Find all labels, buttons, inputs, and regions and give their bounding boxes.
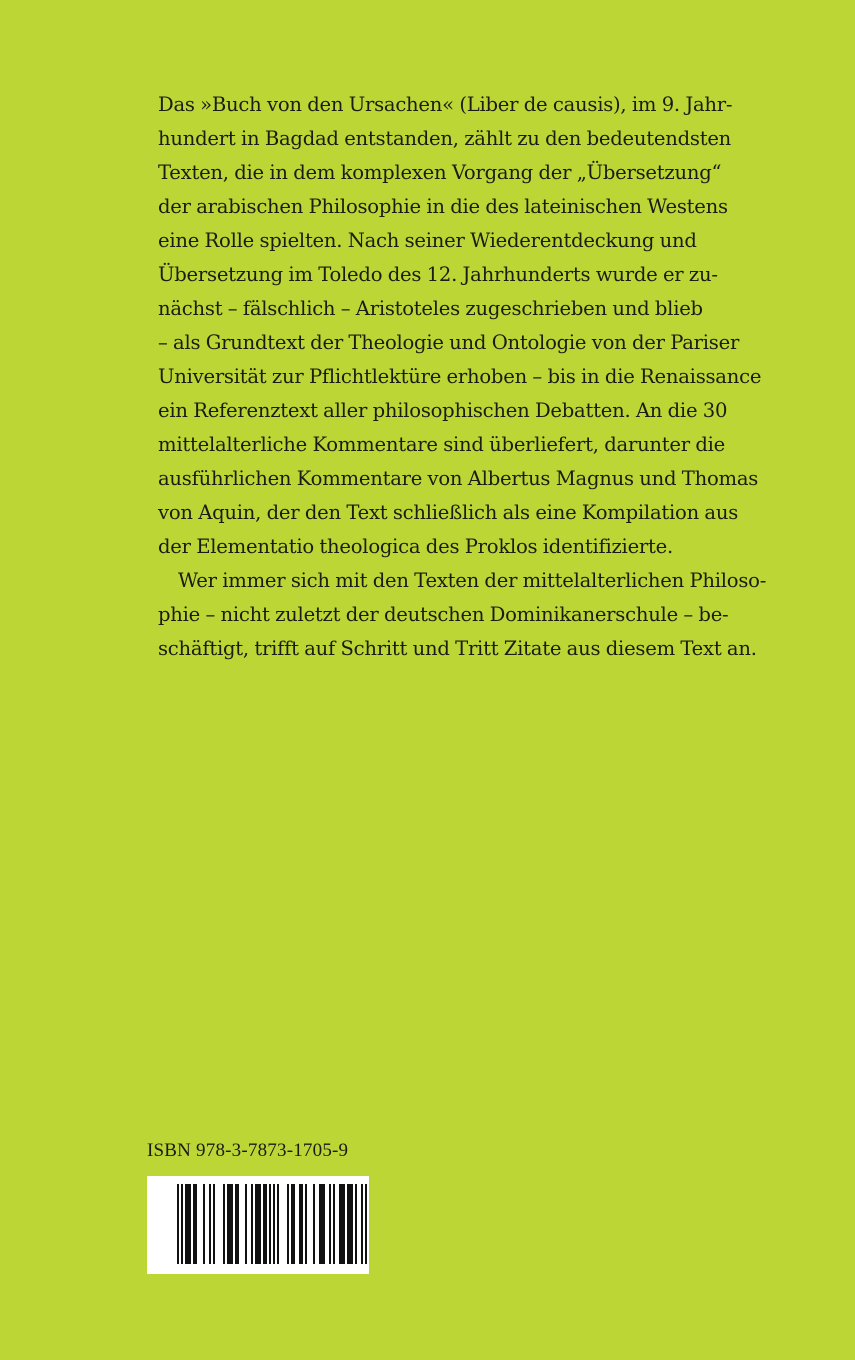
text-line: Texten, die in dem komplexen Vorgang der „Übersetzung“ — [158, 161, 722, 184]
barcode-bar — [193, 1184, 195, 1264]
barcode-bar — [347, 1184, 349, 1264]
text-line: phie – nicht zuletzt der deutschen Dominikanerschule – be- — [158, 603, 729, 626]
barcode-bar — [227, 1184, 229, 1264]
text-line: Das »Buch von den Ursachen« (Liber de causis), im 9. Jahr- — [158, 93, 733, 116]
blurb-text — [158, 88, 778, 666]
text-line: ausführlichen Kommentare von Albertus Magnus und Thomas — [158, 467, 759, 490]
barcode-bar — [329, 1184, 331, 1264]
barcode-bar — [355, 1184, 357, 1264]
barcode-bar — [223, 1184, 225, 1264]
barcode-bar — [293, 1184, 295, 1264]
text-line: der arabischen Philosophie in die des lateinischen Westens — [158, 195, 728, 218]
blurb-paragraph-2 — [158, 564, 778, 666]
barcode-bar — [299, 1184, 301, 1264]
barcode-bar — [361, 1184, 363, 1264]
barcode-bar — [235, 1184, 237, 1264]
barcode-bar — [339, 1184, 341, 1264]
barcode-bar — [313, 1184, 315, 1264]
barcode-bar — [305, 1184, 307, 1264]
barcode-bar — [213, 1184, 215, 1264]
barcode-bar — [263, 1184, 265, 1264]
barcode-bar — [209, 1184, 211, 1264]
isbn-label: ISBN 978-3-7873-1705-9 — [147, 1140, 349, 1161]
text-line: nächst – fälschlich – Aristoteles zugeschrieben und blieb — [158, 297, 703, 320]
barcode-bar — [301, 1184, 303, 1264]
barcode-bar — [341, 1184, 343, 1264]
barcode-bar — [365, 1184, 367, 1264]
text-line: mittelalterliche Kommentare sind überliefert, darunter die — [158, 433, 726, 456]
blurb-paragraph-1 — [158, 88, 778, 564]
barcode-bar — [229, 1184, 231, 1264]
text-line: von Aquin, der den Text schließlich als eine Kompilation aus — [158, 501, 739, 524]
barcode-bar — [319, 1184, 321, 1264]
text-line: Universität zur Pflichtlektüre erhoben – bis in die Renaissance — [158, 365, 762, 388]
text-line: der Elementatio theologica des Proklos identifizierte. — [158, 535, 673, 558]
text-line: Übersetzung im Toledo des 12. Jahrhunderts wurde er zu- — [158, 263, 718, 286]
barcode-bar — [349, 1184, 351, 1264]
text-line: hundert in Bagdad entstanden, zählt zu den bedeutendsten — [158, 127, 732, 150]
barcode-bar — [321, 1184, 323, 1264]
barcode-bar — [245, 1184, 247, 1264]
barcode-bar — [189, 1184, 191, 1264]
barcode-bar — [257, 1184, 259, 1264]
text-line: ein Referenztext aller philosophischen Debatten. An die 30 — [158, 399, 728, 422]
barcode-bar — [323, 1184, 325, 1264]
barcode-bar — [255, 1184, 257, 1264]
barcode-bar — [187, 1184, 189, 1264]
text-line: eine Rolle spielten. Nach seiner Wiederentdeckung und — [158, 229, 697, 252]
barcode-bar — [277, 1184, 279, 1264]
barcode-bar — [185, 1184, 187, 1264]
ean13-barcode-icon — [147, 1176, 369, 1274]
text-line: – als Grundtext der Theologie und Ontologie von der Pariser — [158, 331, 740, 354]
barcode-bar — [291, 1184, 293, 1264]
barcode-bar — [251, 1184, 253, 1264]
text-line: Wer immer sich mit den Texten der mittelalterlichen Philoso- — [178, 569, 767, 592]
barcode-bar — [237, 1184, 239, 1264]
text-line: schäftigt, trifft auf Schritt und Tritt Zitate aus diesem Text an. — [158, 637, 757, 660]
barcode-bar — [351, 1184, 353, 1264]
barcode-bar — [287, 1184, 289, 1264]
barcode-bar — [343, 1184, 345, 1264]
barcode-bar — [273, 1184, 275, 1264]
barcode-bar — [333, 1184, 335, 1264]
barcode-bar — [203, 1184, 205, 1264]
barcode-bar — [231, 1184, 233, 1264]
barcode-bar — [177, 1184, 179, 1264]
barcode-bar — [269, 1184, 271, 1264]
barcode-bar — [181, 1184, 183, 1264]
barcode-bar — [259, 1184, 261, 1264]
barcode — [147, 1176, 369, 1274]
barcode-bar — [195, 1184, 197, 1264]
barcode-bar — [265, 1184, 267, 1264]
